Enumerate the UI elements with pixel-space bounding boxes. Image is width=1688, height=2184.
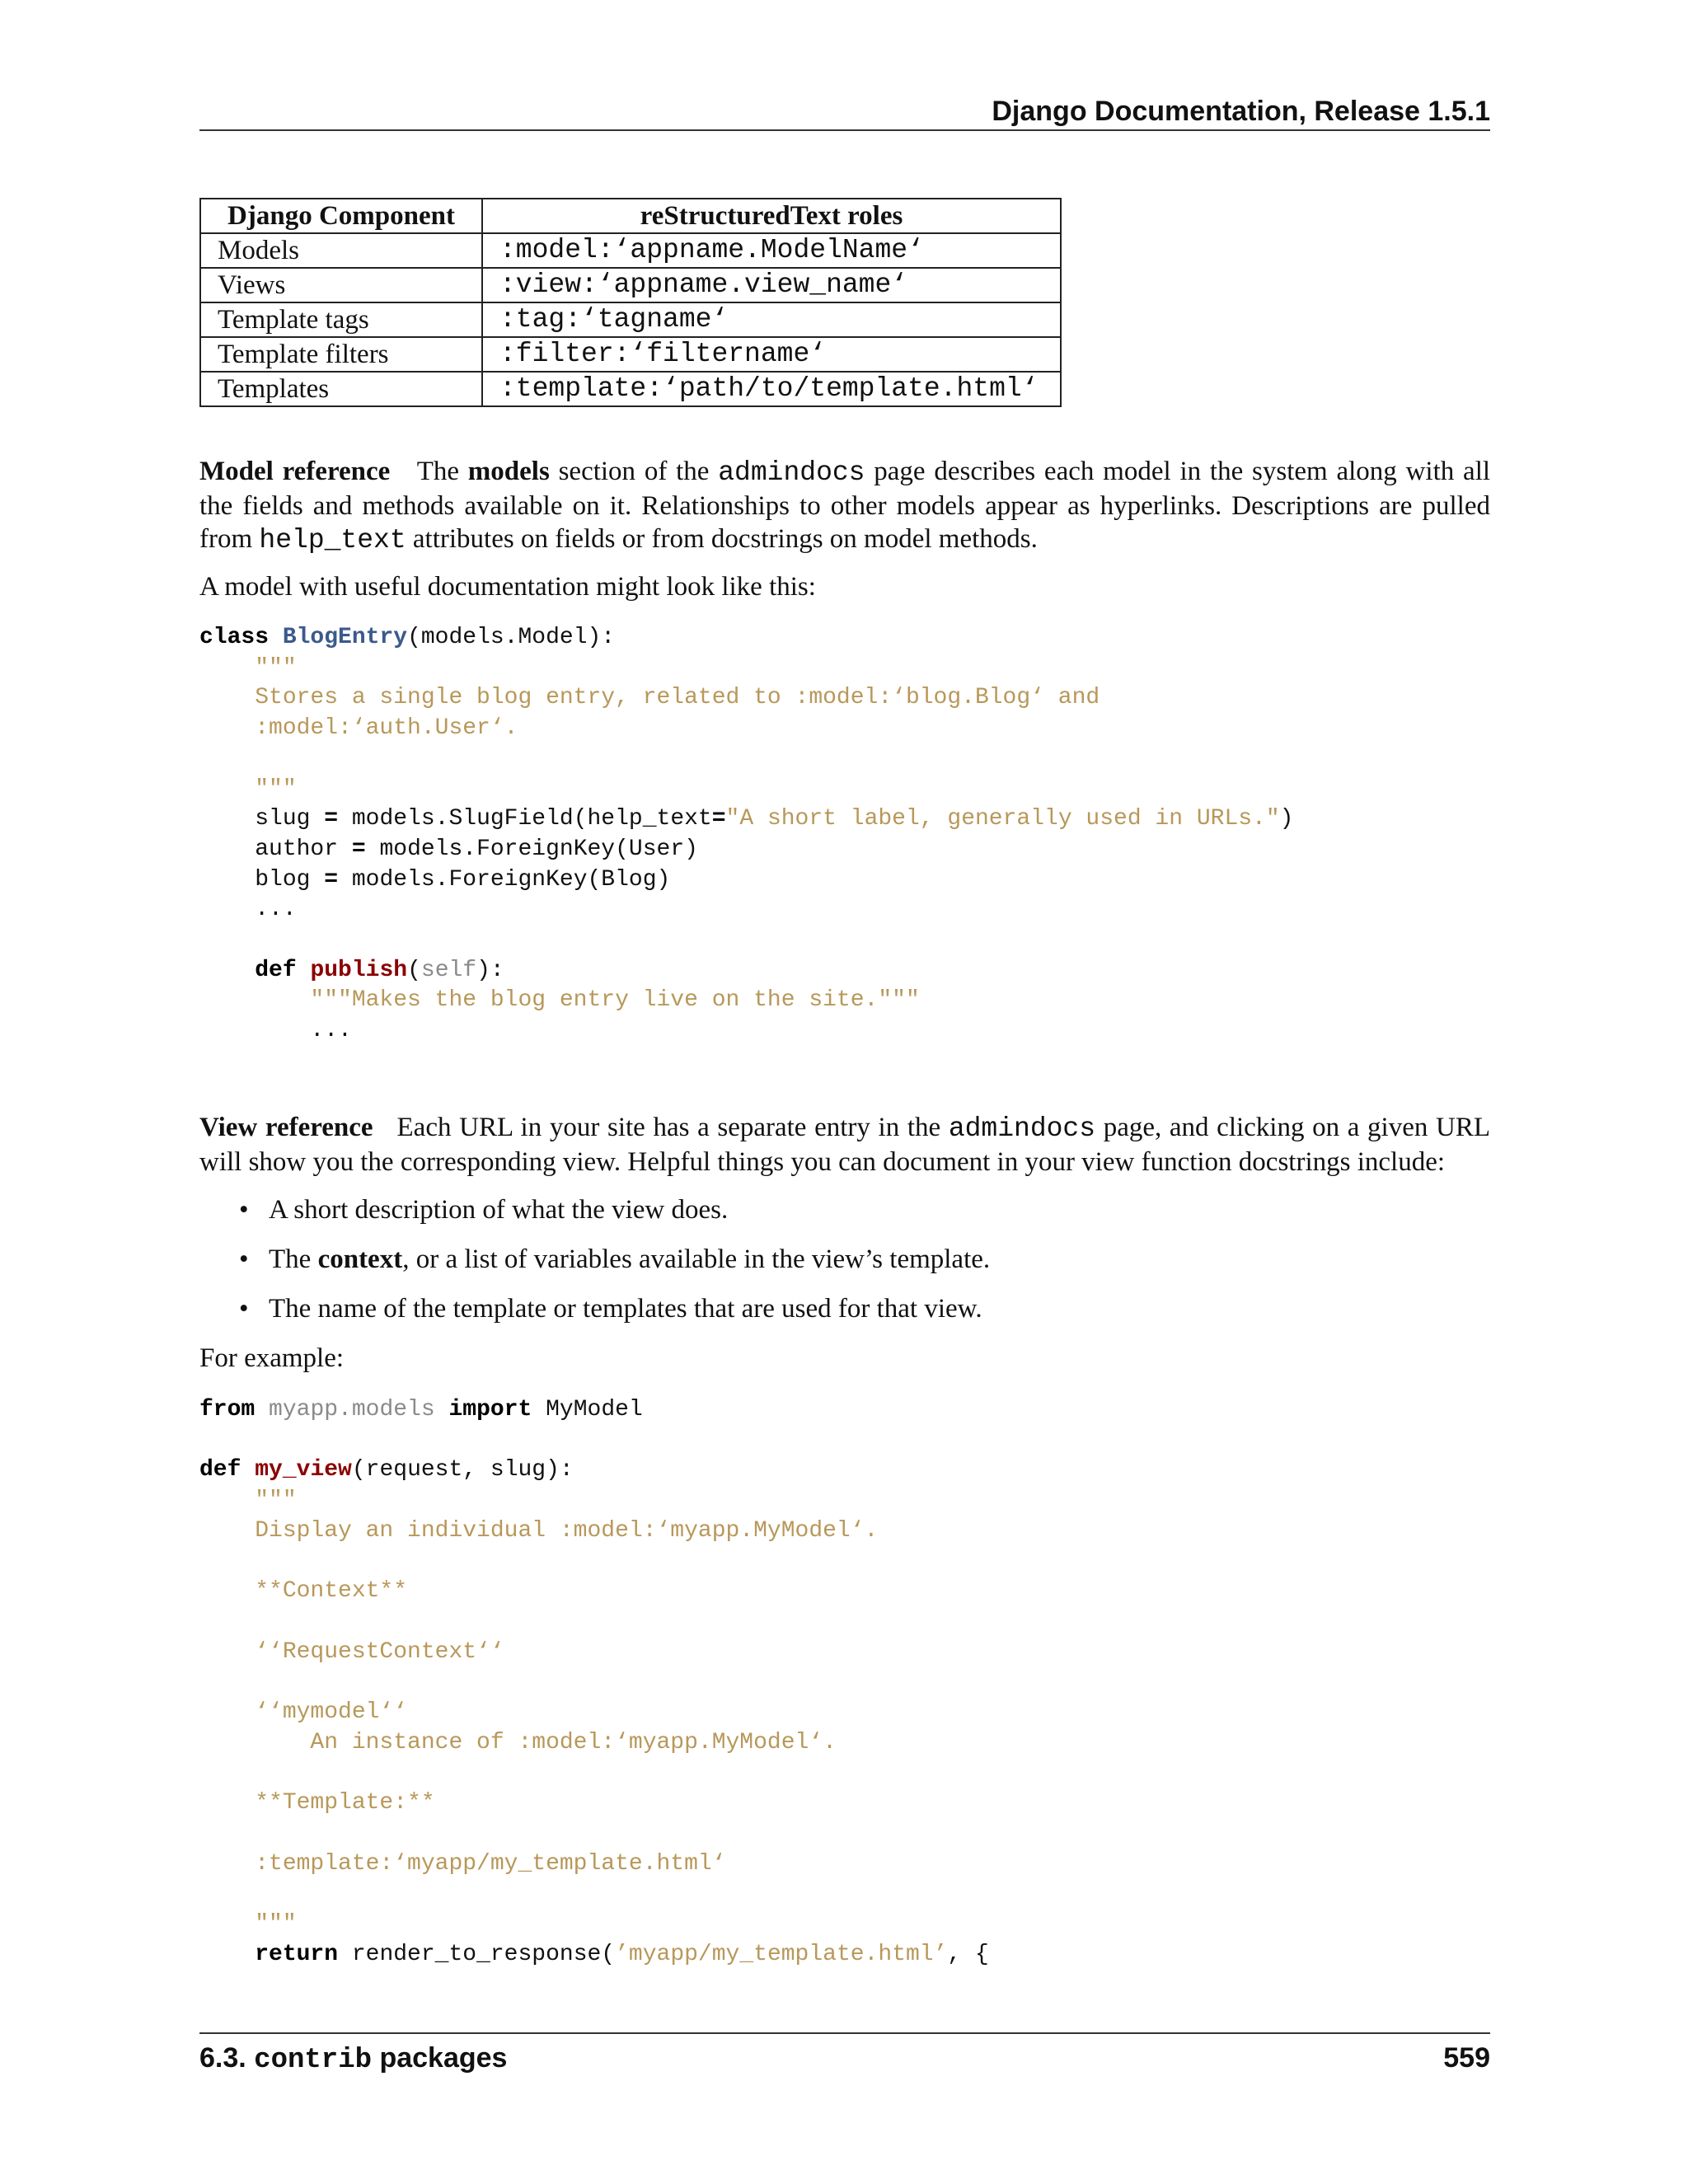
- text: page describes each model in the system along with all the fields and methods available on it. Relationships to other models appear as hyperlinks. Descriptions are pulled from: [199, 457, 1491, 554]
- code-text: render_to_response(: [338, 1941, 616, 1967]
- code-line: [199, 804, 1293, 835]
- code-line: [199, 1395, 989, 1426]
- model-intro-paragraph: A model with useful documentation might look like this:: [199, 572, 816, 602]
- table-header-row: [200, 199, 1061, 233]
- operator: =: [351, 836, 366, 862]
- code-text: (models.Model):: [407, 625, 616, 650]
- code-text: models.SlugField(help_text: [338, 806, 712, 832]
- self-param: self: [420, 957, 477, 983]
- code-line: :template:‘myapp/my_template.html‘: [199, 1850, 726, 1877]
- code-text: ): [1279, 806, 1294, 832]
- code-blank-line: [199, 744, 1293, 775]
- section-number: 6.3.: [199, 2042, 246, 2074]
- view-code-block: [199, 1395, 989, 1970]
- table-header-cell: Django Component: [200, 199, 482, 233]
- list-item: [239, 1243, 1490, 1292]
- code-text: models.ForeignKey(Blog): [338, 866, 671, 893]
- function-name: publish: [310, 957, 408, 983]
- help-text-literal: help_text: [259, 525, 406, 555]
- code-text: models.ForeignKey(User): [365, 836, 698, 862]
- table-cell: :template:‘path/to/template.html‘: [482, 372, 1061, 406]
- code-line: [199, 1940, 989, 1971]
- function-name: my_view: [255, 1457, 352, 1483]
- roles-table: [199, 198, 1062, 407]
- code-blank-line: [199, 1879, 989, 1910]
- code-line: Stores a single blog entry, related to :model:‘blog.Blog‘ and: [199, 685, 1100, 711]
- text: The: [416, 457, 468, 486]
- list-item-text: The name of the template or templates that are used for that view.: [269, 1294, 982, 1324]
- operator: =: [324, 806, 339, 832]
- page-number: 559: [1443, 2042, 1490, 2074]
- code-line: Display an individual :model:‘myapp.MyModel‘.: [199, 1517, 879, 1544]
- table-cell: Models: [200, 233, 482, 268]
- code-indent: [199, 1942, 255, 1967]
- admindocs-literal: admindocs: [718, 457, 865, 488]
- code-text: (request, slug):: [351, 1457, 574, 1483]
- text: attributes on fields or from docstrings on model methods.: [406, 524, 1038, 554]
- code-line: ...: [199, 897, 297, 923]
- view-reference-heading: View reference: [199, 1113, 373, 1142]
- list-item-text: The: [269, 1244, 318, 1274]
- code-indent: [199, 958, 255, 983]
- code-text: author: [199, 836, 352, 862]
- context-term: context: [317, 1244, 403, 1274]
- code-blank-line: [199, 1819, 989, 1849]
- section-code-term: contrib: [254, 2045, 372, 2076]
- code-line: :model:‘auth.User‘.: [199, 715, 518, 742]
- admindocs-literal: admindocs: [948, 1113, 1096, 1144]
- code-line: ...: [199, 1018, 352, 1044]
- running-header: Django Documentation, Release 1.5.1: [992, 96, 1490, 127]
- code-line: [199, 1455, 989, 1486]
- code-line: [199, 835, 1293, 865]
- table-row: [200, 372, 1061, 406]
- code-blank-line: [199, 1667, 989, 1698]
- model-reference-paragraph: [199, 455, 1490, 557]
- list-item-text: , or a list of variables available in the view’s template.: [402, 1244, 991, 1274]
- code-line: An instance of :model:‘myapp.MyModel‘.: [199, 1729, 837, 1755]
- table-cell: :model:‘appname.ModelName‘: [482, 233, 1061, 268]
- view-docstring-list: [239, 1193, 1490, 1342]
- code-text: MyModel: [546, 1397, 643, 1422]
- model-reference-heading: Model reference: [199, 457, 391, 486]
- string-literal: "A short label, generally used in URLs.": [725, 806, 1280, 832]
- section-word: packages: [379, 2042, 508, 2074]
- code-line: [199, 956, 1293, 987]
- code-blank-line: [199, 1426, 989, 1456]
- code-line: ‘‘RequestContext‘‘: [199, 1638, 504, 1665]
- code-line: **Template:**: [199, 1790, 435, 1816]
- code-line: """: [199, 776, 297, 802]
- table-cell: :view:‘appname.view_name‘: [482, 268, 1061, 302]
- keyword: class: [199, 625, 270, 650]
- operator: =: [711, 806, 726, 832]
- table-cell: :filter:‘filtername‘: [482, 337, 1061, 372]
- list-item: [239, 1193, 1490, 1243]
- code-line: """: [199, 654, 297, 681]
- code-blank-line: [199, 1607, 989, 1638]
- keyword: def: [199, 1457, 241, 1483]
- code-line: ‘‘mymodel‘‘: [199, 1699, 408, 1726]
- view-reference-paragraph: [199, 1111, 1490, 1179]
- example-intro: For example:: [199, 1343, 345, 1373]
- table-row: [200, 302, 1061, 337]
- list-item: [239, 1292, 1490, 1342]
- code-blank-line: [199, 1547, 989, 1577]
- models-term: models: [467, 457, 550, 486]
- table-row: [200, 337, 1061, 372]
- code-line: [199, 623, 1293, 654]
- keyword: from: [199, 1397, 256, 1422]
- table-row: [200, 268, 1061, 302]
- text: Each URL in your site has a separate entry in the: [396, 1113, 949, 1142]
- string-literal: ’myapp/my_template.html’: [615, 1941, 948, 1967]
- table-row: [200, 233, 1061, 268]
- list-item-text: A short description of what the view does.: [269, 1195, 729, 1225]
- code-line: [199, 865, 1293, 896]
- model-code-block: [199, 623, 1293, 1047]
- table-cell: Templates: [200, 372, 482, 406]
- table-cell: Views: [200, 268, 482, 302]
- text: section of the: [549, 457, 719, 486]
- table-cell: Template filters: [200, 337, 482, 372]
- code-line: """: [199, 1488, 297, 1514]
- table-cell: Template tags: [200, 302, 482, 337]
- table-header-cell: reStructuredText roles: [482, 199, 1061, 233]
- code-text: blog: [199, 866, 325, 893]
- code-line: """Makes the blog entry live on the site.""": [199, 987, 920, 1014]
- code-text: , {: [947, 1941, 989, 1967]
- keyword: def: [255, 957, 297, 983]
- code-line: **Context**: [199, 1578, 408, 1605]
- operator: =: [324, 866, 339, 893]
- code-text: slug: [199, 806, 325, 832]
- class-name: BlogEntry: [282, 625, 408, 650]
- text: page, and clicking on a given URL will show you the corresponding view. Helpful things you can document in your view function docstrings include:: [199, 1113, 1490, 1177]
- header-rule: [199, 129, 1490, 131]
- code-blank-line: [199, 926, 1293, 956]
- code-text: ):: [476, 957, 504, 983]
- code-blank-line: [199, 1758, 989, 1788]
- footer-rule: [199, 2032, 1490, 2034]
- keyword: import: [448, 1397, 532, 1422]
- table-cell: :tag:‘tagname‘: [482, 302, 1061, 337]
- module-name: myapp.models: [269, 1397, 435, 1422]
- keyword: return: [255, 1941, 339, 1967]
- code-text: (: [407, 957, 421, 983]
- footer-section: [199, 2039, 507, 2079]
- code-line: """: [199, 1910, 297, 1937]
